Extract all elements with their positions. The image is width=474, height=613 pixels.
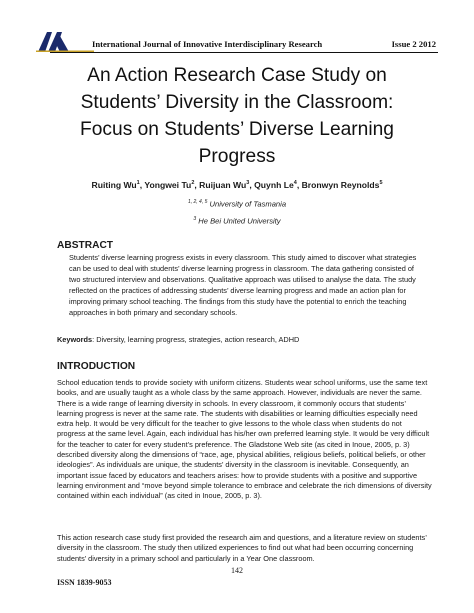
keywords-label: Keywords [57,335,93,344]
affiliation-text: He Bei United University [196,216,281,226]
author-sup: 1 [136,180,140,187]
title-line: Focus on Students’ Diverse Learning [80,119,394,140]
author-sep: , [194,180,200,190]
author-sup: 5 [379,180,383,187]
author-sup: 4 [293,180,297,187]
introduction-heading: INTRODUCTION [57,361,136,372]
introduction-paragraph: School education tends to provide society with uniform citizens. Students wear school uniforms, use the same text books, and are usually taught as a whole class by the same approach. However, individuals are never the same. There is a wide range of learning diversity in schools. In every classroom, it commonly occurs that students’ learning progress is never at the same rate. The students with disabilities or learning difficulties especially need extra help. It would be very difficult for the teacher to give lessons to the whole class when students do not progress at the same level. Again, each individual has his/her own preferred learning style. It would be very difficult for the teacher to cater for every student’s preference. The Gladstone Web site (as cited in Inoue, 2005, p. 3) described diversity along the dimensions of “race, age, physical abilities, religious beliefs, political beliefs, or other ideologies”. As individuals are unique, the students’ diversity in the classroom is inevitable. Consequently, an important issue faced by educators and teachers arises: how to provide students with a positive and supportive learning environment and “move beyond simple tolerance to embrace and celebrate the rich dimensions of diversity contained within each individual” (as cited in Inoue, 2005, p. 3). [57,378,432,501]
issue-label: Issue 2 2012 [391,39,436,49]
author-name: Ruijuan Wu [199,180,247,190]
affiliation-sup: 1, 2, 4, 5 [187,199,208,205]
affiliation [40,216,434,226]
author-name: Bronwyn Reynolds [301,180,380,190]
abstract-text: Students’ diverse learning progress exists in every classroom. This study aimed to discover what strategies can be used to deal with students’ diverse learning progress in classroom. The data gathering consisted of two structured interview and observations. Qualitative approach was utilised to analyse the data. The study reflected on the practices of addressing students’ diverse learning progress and made an action plan for improving primary school teaching. The findings from this study have the potential to enrich the teaching approaches in both primary and secondary schools. [69,253,417,317]
keywords-text: : Diversity, learning progress, strategies, action research, ADHD [92,335,300,344]
issn-label: ISSN 1839-9053 [57,578,112,587]
author-sep: , [249,180,255,190]
header-rule [50,52,438,53]
affiliation [40,199,434,209]
author-sep: , [139,180,145,190]
title-line: Progress [198,146,276,167]
author-name: Ruiting Wu [91,180,137,190]
title-line: Students’ Diversity in the Classroom: [80,92,394,113]
author-name: Quynh Le [254,180,294,190]
author-list [40,180,434,190]
abstract-heading: ABSTRACT [57,240,114,251]
introduction-paragraph: This action research case study first provided the research aim and questions, and a literature review on students’ diversity in the classroom. The study then utilized experiences to find out what had been occurring concerning students’ diversity in a primary school and particularly in a Year One classroom. [57,533,427,563]
affiliation-sup: 3 [193,216,197,222]
keywords [57,334,437,345]
author-sup: 2 [191,180,195,187]
page-number: 142 [231,566,243,575]
author-sup: 3 [246,180,250,187]
affiliation-text: University of Tasmania [207,199,287,209]
paper-title [40,62,434,170]
author-sep: , [296,180,302,190]
journal-name: International Journal of Innovative Interdisciplinary Research [92,39,323,49]
journal-logo-icon [36,30,94,52]
journal-header [36,30,436,52]
author-name: Yongwei Tu [144,180,192,190]
title-line: An Action Research Case Study on [87,65,387,86]
